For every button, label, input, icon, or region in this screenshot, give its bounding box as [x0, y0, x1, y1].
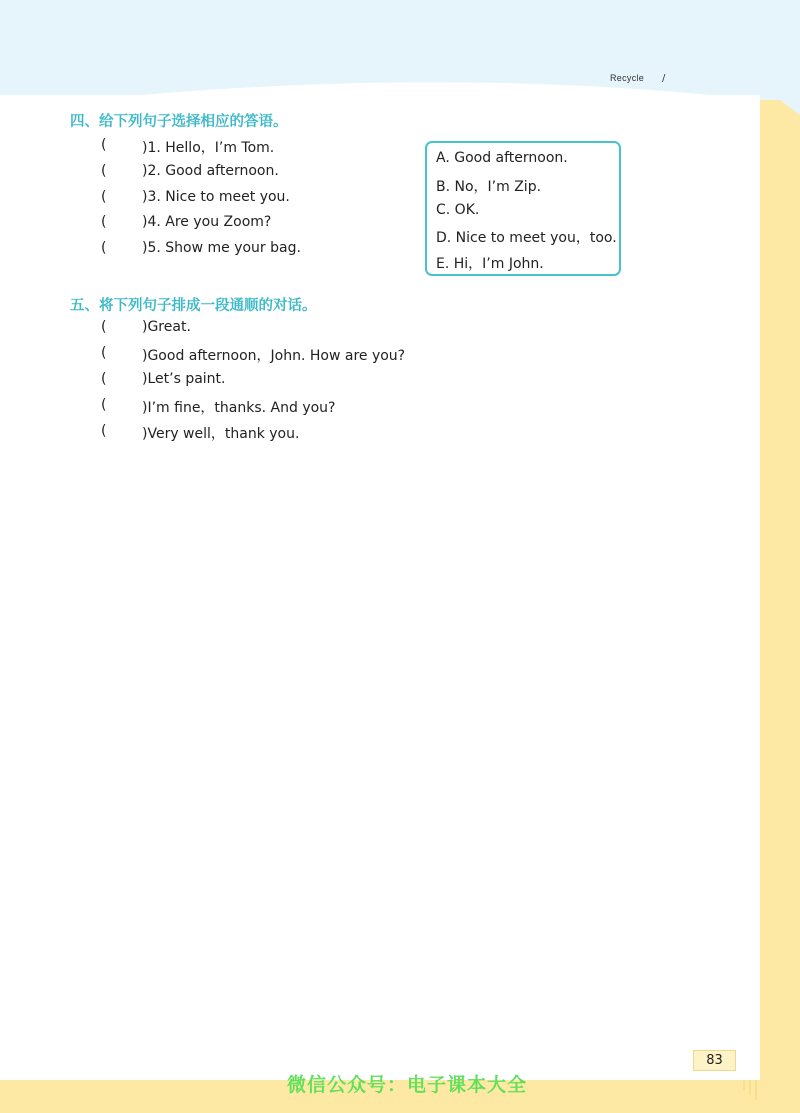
page-body	[0, 95, 760, 1080]
option-b: B. No，I’m Zip.	[436, 179, 542, 195]
question-text: )5. Show me your bag.	[142, 240, 301, 256]
option-d: D. Nice to meet you，too.	[436, 230, 617, 246]
dialogue-text: )I’m fine，thanks. And you?	[142, 400, 336, 416]
answer-blank[interactable]: (	[101, 137, 107, 153]
answer-blank[interactable]: (	[101, 240, 107, 256]
order-blank[interactable]: (	[101, 345, 107, 361]
dialogue-text: )Great.	[142, 319, 191, 335]
section-5-title: 五、将下列句子排成一段通顺的对话。	[70, 298, 317, 314]
header-marker: /	[662, 73, 666, 84]
answer-options-box	[425, 141, 621, 276]
option-c: C. OK.	[436, 202, 480, 218]
answer-blank[interactable]: (	[101, 214, 107, 230]
section-4-title: 四、给下列句子选择相应的答语。	[70, 114, 288, 130]
option-a: A. Good afternoon.	[436, 150, 568, 166]
unit-label: Recycle	[610, 73, 645, 83]
answer-blank[interactable]: (	[101, 163, 107, 179]
answer-blank[interactable]: (	[101, 189, 107, 205]
question-text: )4. Are you Zoom?	[142, 214, 272, 230]
watermark-text: 微信公众号：电子课本大全	[287, 1074, 528, 1096]
option-e: E. Hi，I’m John.	[436, 256, 544, 272]
order-blank[interactable]: (	[101, 423, 107, 439]
order-blank[interactable]: (	[101, 319, 107, 335]
question-text: )3. Nice to meet you.	[142, 189, 290, 205]
question-text: )1. Hello，I’m Tom.	[142, 140, 275, 156]
page-number: 83	[693, 1050, 736, 1071]
dialogue-text: )Let’s paint.	[142, 371, 226, 387]
order-blank[interactable]: (	[101, 371, 107, 387]
order-blank[interactable]: (	[101, 397, 107, 413]
dialogue-text: )Good afternoon，John. How are you?	[142, 348, 406, 364]
question-text: )2. Good afternoon.	[142, 163, 279, 179]
dialogue-text: )Very well，thank you.	[142, 426, 300, 442]
